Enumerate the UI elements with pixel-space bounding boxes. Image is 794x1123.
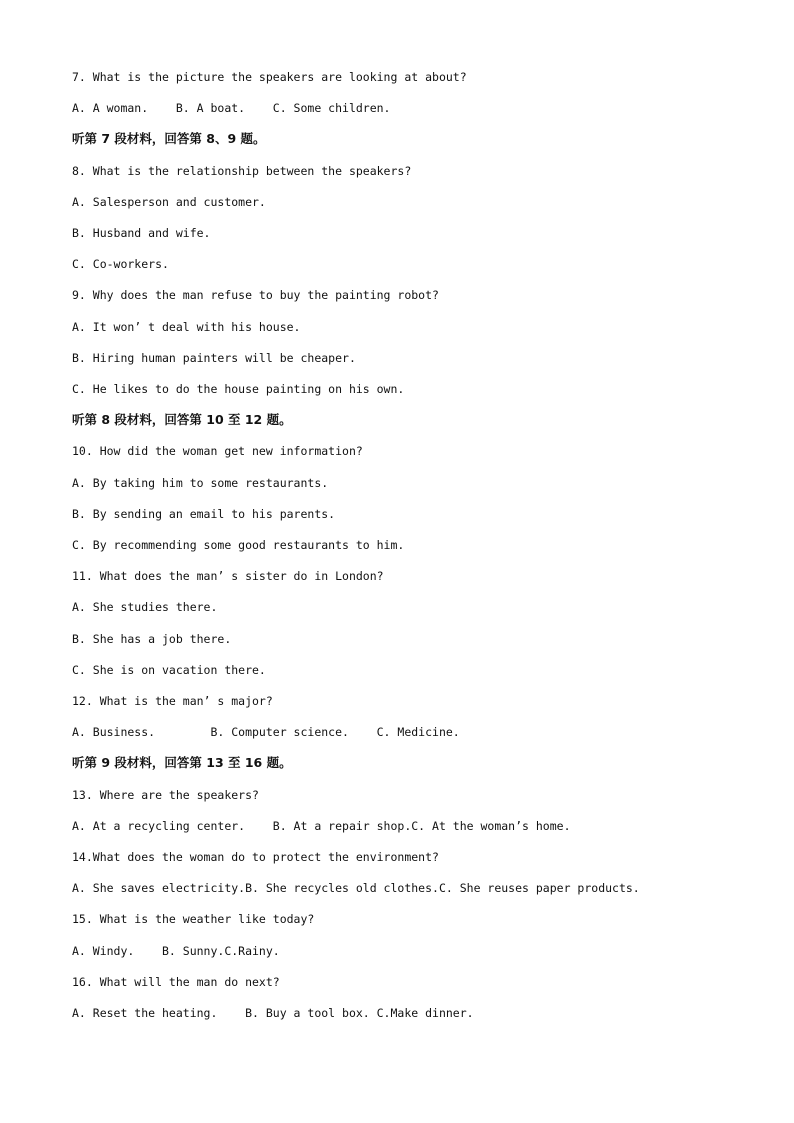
question-text: 7. What is the picture the speakers are looking at about?: [72, 70, 467, 84]
question-text: 11. What does the man’ s sister do in London?: [72, 569, 384, 584]
answer-options: A. It won’ t deal with his house.: [72, 319, 301, 334]
answer-options: A. She studies there.: [72, 600, 218, 615]
answer-options: C. He likes to do the house painting on his own.: [72, 382, 405, 396]
answer-options: B. By sending an email to his parents.: [72, 506, 336, 521]
answer-options: B. She has a job there.: [72, 631, 232, 646]
question-text: 8. What is the relationship between the speakers?: [72, 163, 412, 178]
answer-options: C. By recommending some good restaurants to him.: [72, 538, 405, 552]
question-text: 10. How did the woman get new information?: [72, 444, 363, 459]
answer-options: A. Salesperson and customer.: [72, 194, 266, 209]
section-heading: 听第 9 段材料，回答第 13 至 16 题。: [72, 755, 292, 771]
question-text: 13. Where are the speakers?: [72, 787, 259, 802]
section-heading: 听第 7 段材料，回答第 8、9 题。: [72, 131, 266, 147]
answer-options: A. Windy. B. Sunny.C.Rainy.: [72, 943, 280, 958]
section-heading: 听第 8 段材料，回答第 10 至 12 题。: [72, 412, 292, 428]
answer-options: A. She saves electricity.B. She recycles old clothes.C. She reuses paper products.: [72, 881, 640, 896]
answer-options: A. A woman. B. A boat. C. Some children.: [72, 101, 391, 116]
question-text: 12. What is the man’ s major?: [72, 694, 273, 708]
question-text: 9. Why does the man refuse to buy the painting robot?: [72, 288, 439, 303]
answer-options: A. At a recycling center. B. At a repair shop.C. At the woman’s home.: [72, 818, 571, 833]
question-text: 16. What will the man do next?: [72, 974, 280, 989]
answer-options: B. Hiring human painters will be cheaper.: [72, 350, 356, 365]
answer-options: C. Co-workers.: [72, 257, 169, 272]
answer-options: A. By taking him to some restaurants.: [72, 475, 329, 490]
question-text: 15. What is the weather like today?: [72, 912, 315, 927]
question-text: 14.What does the woman do to protect the environment?: [72, 850, 439, 864]
answer-options: C. She is on vacation there.: [72, 662, 266, 677]
answer-options: B. Husband and wife.: [72, 226, 211, 240]
answer-options: A. Business. B. Computer science. C. Medicine.: [72, 725, 460, 740]
answer-options: A. Reset the heating. B. Buy a tool box. C.Make dinner.: [72, 1006, 474, 1020]
